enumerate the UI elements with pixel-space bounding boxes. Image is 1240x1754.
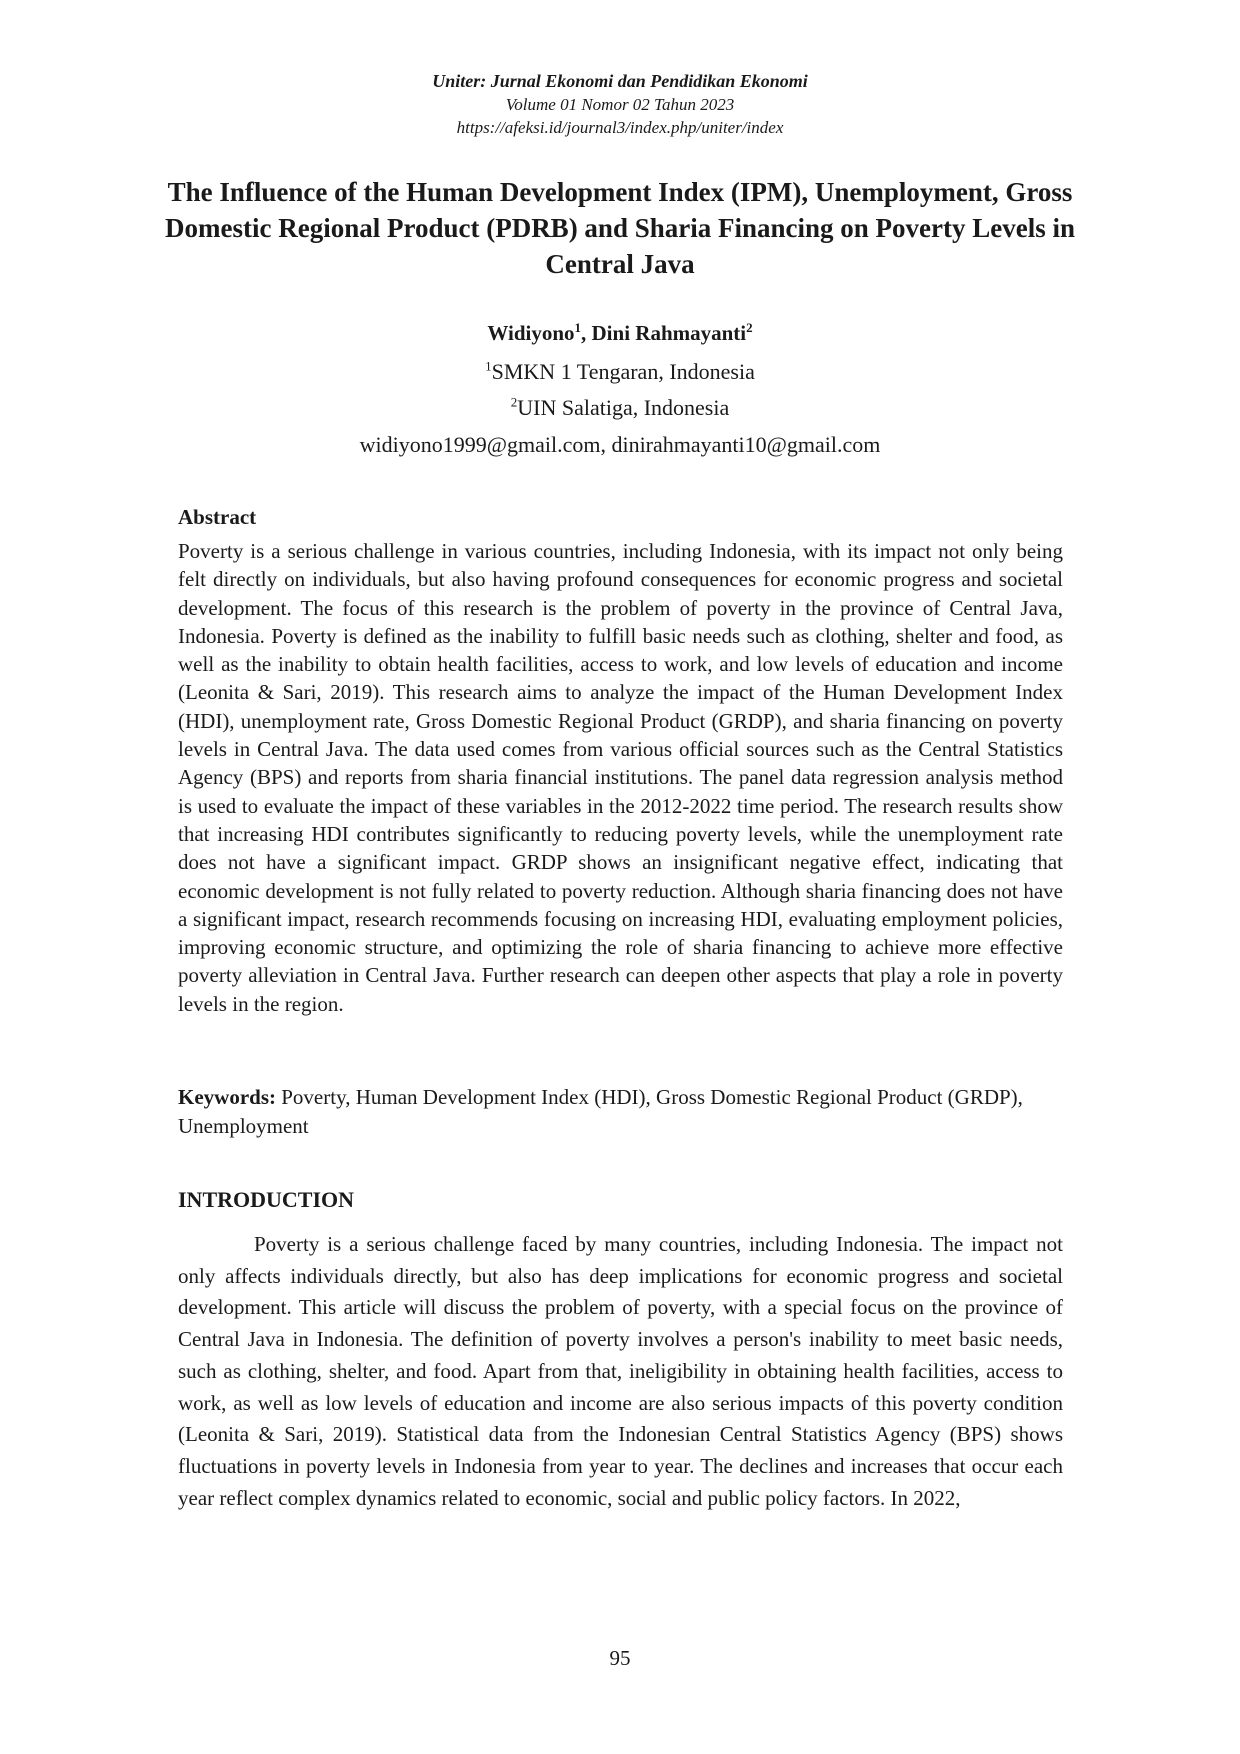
section-heading-introduction: INTRODUCTION: [178, 1187, 355, 1212]
affiliation: [0, 390, 1240, 426]
author-name: Dini Rahmayanti: [591, 321, 747, 345]
author-name: Widiyono: [487, 321, 575, 345]
author-affiliation-marker: 2: [746, 320, 753, 335]
author-list: [0, 318, 1240, 354]
introduction-paragraph: Poverty is a serious challenge faced by many countries, including Indonesia. The impact not only affects individuals directly, but also has deep implications for economic progress and societal development. This article will discuss the problem of poverty, with a special focus on the province of Central Java in Indonesia. The definition of poverty involves a person's inability to meet basic needs, such as clothing, shelter, and food. Apart from that, ineligibility in obtaining health facilities, access to work, as well as low levels of education and income are also serious impacts of this poverty condition (Leonita & Sari, 2019). Statistical data from the Indonesian Central Statistics Agency (BPS) shows fluctuations in poverty levels in Indonesia from year to year. The declines and increases that occur each year reflect complex dynamics related to economic, social and public policy factors. In 2022,: [178, 1232, 1063, 1510]
journal-url[interactable]: https://afeksi.id/journal3/index.php/uniter/index: [456, 118, 784, 137]
page-number: 95: [609, 1646, 631, 1670]
abstract-text: Poverty is a serious challenge in various countries, including Indonesia, with its impact not only being felt directly on individuals, but also having profound consequences for economic progress and societal development. The focus of this research is the problem of poverty in the province of Central Java, Indonesia. Poverty is defined as the inability to fulfill basic needs such as clothing, shelter and food, as well as the inability to obtain health facilities, access to work, and low levels of education and income (Leonita & Sari, 2019). This research aims to analyze the impact of the Human Development Index (HDI), unemployment rate, Gross Domestic Regional Product (GRDP), and sharia financing on poverty levels in Central Java. The data used comes from various official sources such as the Central Statistics Agency (BPS) and reports from sharia financial institutions. The panel data regression analysis method is used to evaluate the impact of these variables in the 2012-2022 time period. The research results show that increasing HDI contributes significantly to reducing poverty levels, while the unemployment rate does not have a significant impact. GRDP shows an insignificant negative effect, indicating that economic development is not fully related to poverty reduction. Although sharia financing does not have a significant impact, research recommends focusing on increasing HDI, evaluating employment policies, improving economic structure, and optimizing the role of sharia financing to achieve more effective poverty alleviation in Central Java. Further research can deepen other aspects that play a role in poverty levels in the region.: [178, 539, 1063, 1016]
affiliation-marker: 2: [510, 394, 518, 410]
affiliation-text: SMKN 1 Tengaran, Indonesia: [491, 359, 755, 384]
keywords: [178, 1083, 1063, 1140]
abstract-heading: Abstract: [178, 505, 257, 529]
affiliation: [0, 354, 1240, 390]
paper-title: The Influence of the Human Development Index (IPM), Unemployment, Gross Domestic Regional Product (PDRB) and Sharia Financing on Poverty Levels in Central Java: [165, 177, 1075, 279]
affiliation-marker: 1: [485, 358, 492, 374]
authors-block: [0, 318, 1240, 464]
keywords-label: Keywords:: [178, 1085, 276, 1109]
journal-header: [0, 70, 1240, 139]
keywords-text: Poverty, Human Development Index (HDI), Gross Domestic Regional Product (GRDP), Unemployment: [178, 1085, 1023, 1138]
journal-volume: Volume 01 Nomor 02 Tahun 2023: [505, 95, 735, 114]
author-emails[interactable]: widiyono1999@gmail.com, dinirahmayanti10@gmail.com: [359, 432, 881, 457]
author-affiliation-marker: 1: [574, 320, 582, 335]
author-separator: ,: [581, 321, 592, 345]
affiliation-text: UIN Salatiga, Indonesia: [517, 395, 730, 420]
journal-name: Uniter: Jurnal Ekonomi dan Pendidikan Ekonomi: [432, 71, 808, 91]
